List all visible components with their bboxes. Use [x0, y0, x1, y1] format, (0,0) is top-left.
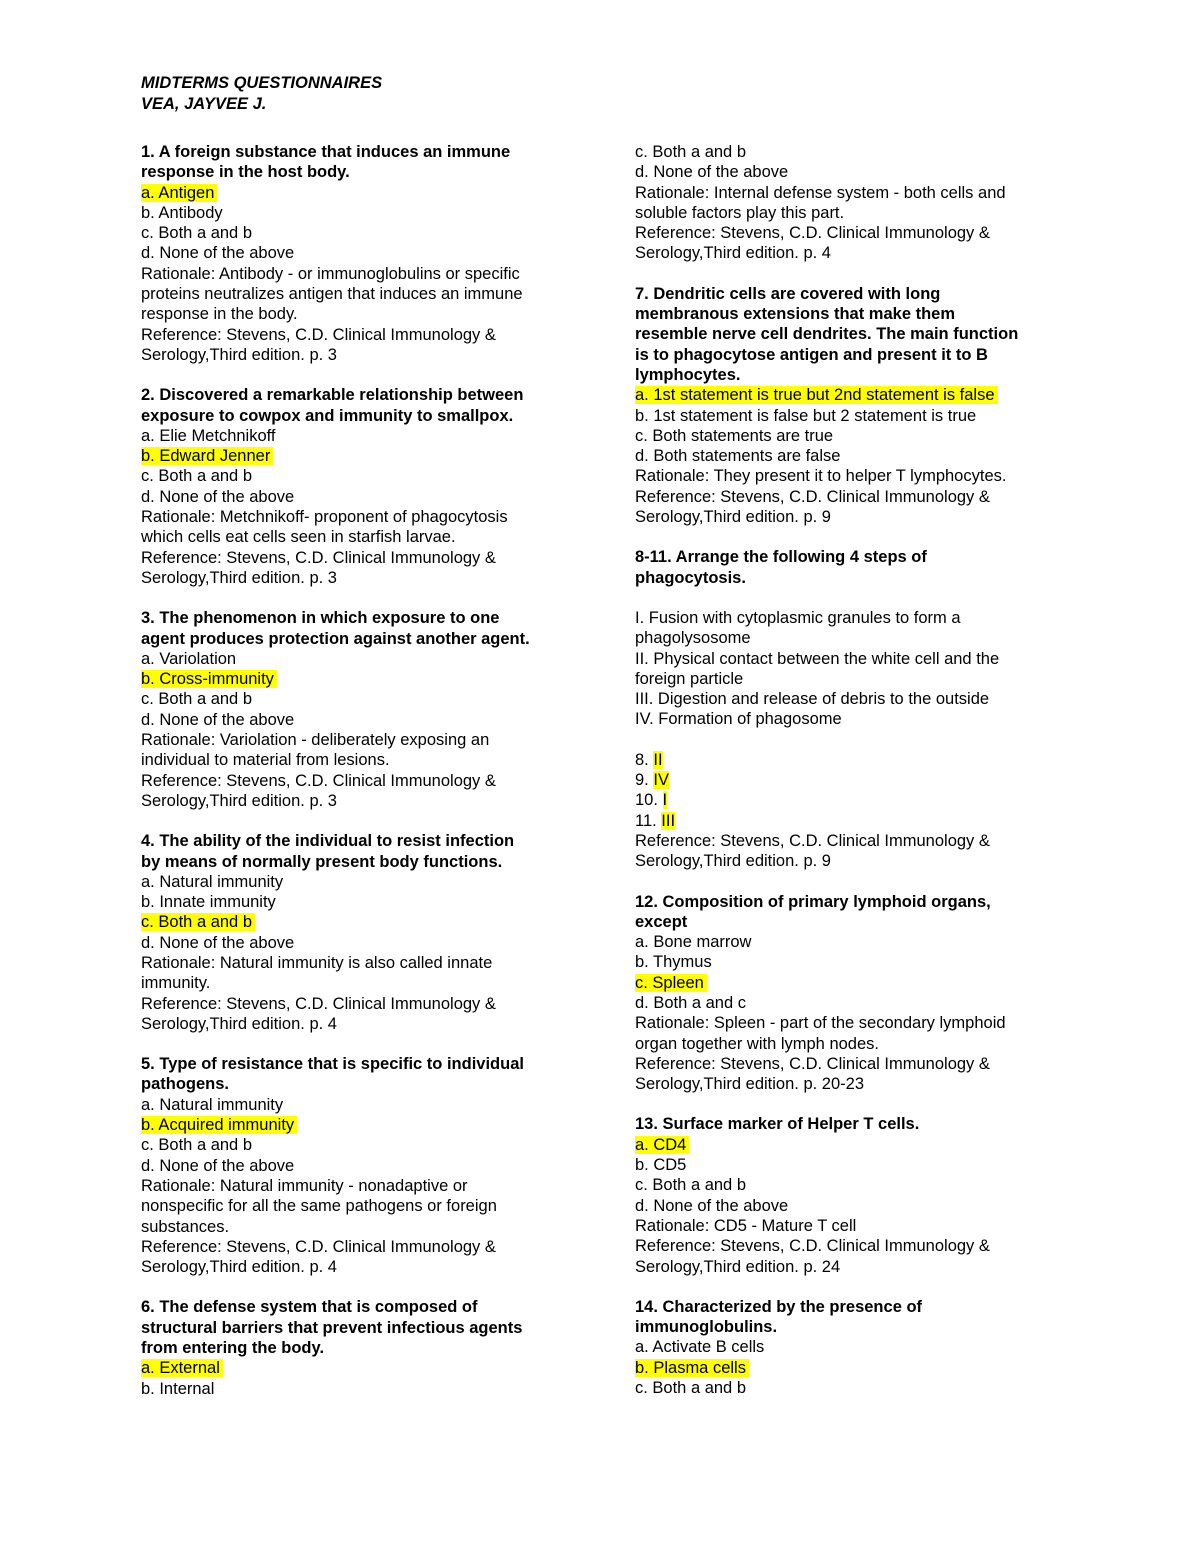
reference-text: Reference: Stevens, C.D. Clinical Immunology & — [141, 548, 496, 567]
question-block — [141, 608, 571, 811]
rationale-text: Rationale: CD5 - Mature T cell — [635, 1216, 857, 1235]
reference-text: Serology,Third edition. p. 3 — [141, 345, 337, 364]
reference-text: Serology,Third edition. p. 4 — [141, 1014, 337, 1033]
question-block — [635, 284, 1060, 528]
spacer — [635, 588, 1060, 608]
reference-text: Reference: Stevens, C.D. Clinical Immunology & — [635, 831, 990, 850]
answer-option-correct: c. Both a and b — [141, 912, 571, 932]
reference-text: Serology,Third edition. p. 4 — [141, 1258, 337, 1277]
answer-option: b. Internal — [141, 1379, 215, 1398]
question-block — [141, 1297, 571, 1398]
reference-text: Reference: Stevens, C.D. Clinical Immunology & — [141, 325, 496, 344]
sequence-value: II — [653, 750, 663, 769]
question-text: except — [635, 912, 688, 931]
rationale-text: Rationale: Spleen - part of the secondary lymphoid — [635, 1014, 1006, 1033]
question-text: phagocytosis. — [635, 568, 746, 587]
answer-option: d. None of the above — [141, 244, 295, 263]
answer-option-correct: a. External — [141, 1358, 571, 1378]
question-block — [141, 831, 571, 1034]
answer-option-correct: a. CD4 — [635, 1135, 1060, 1155]
rationale-text: Rationale: Natural immunity - nonadaptive or — [141, 1176, 468, 1195]
answer-option: b. 1st statement is false but 2 statement is true — [635, 406, 977, 425]
rationale-text: individual to material from lesions. — [141, 751, 390, 770]
right-column — [635, 142, 1060, 1418]
reference-text: Reference: Stevens, C.D. Clinical Immunology & — [635, 487, 990, 506]
answer-option: b. CD5 — [635, 1156, 687, 1175]
sequence-number: 8. — [635, 750, 654, 769]
question-text: 6. The defense system that is composed of — [141, 1298, 478, 1317]
answer-option-correct: c. Spleen — [635, 973, 1060, 993]
answer-option-correct: b. Acquired immunity — [141, 1115, 571, 1135]
sequence-number: 11. — [635, 811, 662, 830]
answer-option: c. Both a and b — [635, 143, 746, 161]
question-block — [141, 142, 571, 365]
question-text: 4. The ability of the individual to resist infection — [141, 832, 515, 851]
sequence-value: IV — [653, 771, 669, 790]
phagocytosis-step: III. Digestion and release of debris to the outside — [635, 690, 990, 709]
answer-option-correct: b. Plasma cells — [635, 1358, 1060, 1378]
rationale-text: organ together with lymph nodes. — [635, 1034, 879, 1053]
question-block — [635, 142, 1060, 264]
rationale-text: Rationale: Internal defense system - both cells and — [635, 183, 1006, 202]
reference-text: Serology,Third edition. p. 3 — [141, 791, 337, 810]
reference-text: Reference: Stevens, C.D. Clinical Immunology & — [141, 1237, 496, 1256]
answer-option-correct: b. Cross-immunity — [141, 669, 571, 689]
reference-text: Reference: Stevens, C.D. Clinical Immunology & — [635, 1054, 990, 1073]
spacer — [635, 730, 1060, 750]
reference-text: Serology,Third edition. p. 4 — [635, 244, 831, 263]
phagocytosis-step: I. Fusion with cytoplasmic granules to form a — [635, 608, 961, 627]
question-text: 3. The phenomenon in which exposure to one — [141, 609, 500, 628]
answer-option: c. Both a and b — [141, 224, 252, 243]
phagocytosis-step: phagolysosome — [635, 629, 751, 648]
question-text: 12. Composition of primary lymphoid organs, — [635, 892, 991, 911]
question-text: immunoglobulins. — [635, 1318, 778, 1337]
rationale-text: proteins neutralizes antigen that induces an immune — [141, 285, 523, 304]
answer-option: d. None of the above — [635, 1196, 789, 1215]
question-text: exposure to cowpox and immunity to smallpox. — [141, 406, 514, 425]
rationale-text: soluble factors play this part. — [635, 203, 845, 222]
answer-option: a. Bone marrow — [635, 933, 752, 952]
question-text: membranous extensions that make them — [635, 305, 956, 324]
answer-option: a. Natural immunity — [141, 872, 284, 891]
question-text: agent produces protection against another agent. — [141, 629, 530, 648]
rationale-text: Rationale: They present it to helper T lymphocytes. — [635, 467, 1007, 486]
answer-option: c. Both statements are true — [635, 426, 834, 445]
sequence-number: 9. — [635, 771, 654, 790]
rationale-text: nonspecific for all the same pathogens or foreign — [141, 1197, 497, 1216]
phagocytosis-step: IV. Formation of phagosome — [635, 710, 842, 729]
question-text: resemble nerve cell dendrites. The main function — [635, 325, 1019, 344]
answer-option: a. Activate B cells — [635, 1338, 765, 1357]
question-text: 1. A foreign substance that induces an immune — [141, 143, 511, 161]
question-text: 2. Discovered a remarkable relationship between — [141, 386, 524, 405]
question-block — [635, 1297, 1060, 1398]
question-text: from entering the body. — [141, 1339, 325, 1358]
reference-text: Serology,Third edition. p. 9 — [635, 508, 831, 527]
document-title: MIDTERMS QUESTIONNAIRES — [141, 74, 383, 92]
rationale-text: Rationale: Natural immunity is also called innate — [141, 953, 493, 972]
answer-option: c. Both a and b — [141, 1136, 252, 1155]
question-text: pathogens. — [141, 1075, 230, 1094]
answer-option: b. Innate immunity — [141, 893, 276, 912]
answer-option: d. Both statements are false — [635, 447, 841, 466]
rationale-text: Rationale: Metchnikoff- proponent of phagocytosis — [141, 508, 508, 527]
answer-option: d. None of the above — [141, 487, 295, 506]
answer-option: c. Both a and b — [635, 1176, 746, 1195]
question-block — [141, 1054, 571, 1277]
question-text: 5. Type of resistance that is specific to individual — [141, 1055, 524, 1074]
document-header — [141, 73, 382, 114]
question-text: 7. Dendritic cells are covered with long — [635, 284, 941, 303]
answer-option: a. Natural immunity — [141, 1095, 284, 1114]
reference-text: Serology,Third edition. p. 3 — [141, 568, 337, 587]
sequence-value: I — [662, 791, 668, 810]
reference-text: Reference: Stevens, C.D. Clinical Immunology & — [141, 771, 496, 790]
sequence-answer — [635, 790, 1060, 810]
document-author: VEA, JAYVEE J. — [141, 94, 267, 113]
question-text: 14. Characterized by the presence of — [635, 1297, 923, 1316]
answer-option: a. Variolation — [141, 649, 237, 668]
reference-text: Serology,Third edition. p. 9 — [635, 852, 831, 871]
sequence-number: 10. — [635, 791, 663, 810]
question-text: 8-11. Arrange the following 4 steps of — [635, 548, 927, 567]
rationale-text: which cells eat cells seen in starfish larvae. — [141, 528, 456, 547]
question-text: 13. Surface marker of Helper T cells. — [635, 1115, 920, 1134]
answer-option-correct: b. Edward Jenner — [141, 446, 571, 466]
question-text: is to phagocytose antigen and present it to B — [635, 345, 988, 364]
phagocytosis-step: foreign particle — [635, 669, 744, 688]
reference-text: Serology,Third edition. p. 24 — [635, 1257, 841, 1276]
rationale-text: Rationale: Antibody - or immunoglobulins or specific — [141, 264, 520, 283]
phagocytosis-step: II. Physical contact between the white cell and the — [635, 649, 1000, 668]
sequence-answer — [635, 811, 1060, 831]
rationale-text: Rationale: Variolation - deliberately exposing an — [141, 731, 490, 750]
answer-option: c. Both a and b — [635, 1379, 746, 1398]
reference-text: Reference: Stevens, C.D. Clinical Immunology & — [141, 994, 496, 1013]
answer-option: b. Thymus — [635, 953, 712, 972]
reference-text: Reference: Stevens, C.D. Clinical Immunology & — [635, 224, 990, 243]
answer-option: d. None of the above — [141, 710, 295, 729]
sequence-answer — [635, 770, 1060, 790]
answer-option: d. Both a and c — [635, 993, 746, 1012]
question-text: response in the host body. — [141, 163, 350, 182]
sequence-answer — [635, 750, 1060, 770]
reference-text: Reference: Stevens, C.D. Clinical Immunology & — [635, 1237, 990, 1256]
reference-text: Serology,Third edition. p. 20-23 — [635, 1075, 864, 1094]
rationale-text: substances. — [141, 1217, 230, 1236]
answer-option-correct: a. 1st statement is true but 2nd statement is false — [635, 385, 1060, 405]
question-text: structural barriers that prevent infectious agents — [141, 1318, 523, 1337]
question-block — [635, 1114, 1060, 1276]
rationale-text: immunity. — [141, 974, 211, 993]
question-block — [141, 385, 571, 588]
answer-option: d. None of the above — [141, 933, 295, 952]
left-column — [141, 142, 571, 1419]
question-text: lymphocytes. — [635, 365, 741, 384]
answer-option: b. Antibody — [141, 203, 223, 222]
question-block — [635, 892, 1060, 1095]
question-text: by means of normally present body functions. — [141, 852, 503, 871]
answer-option-correct: a. Antigen — [141, 183, 571, 203]
question-block-phagocytosis — [635, 547, 1060, 871]
answer-option: a. Elie Metchnikoff — [141, 426, 276, 445]
answer-option: c. Both a and b — [141, 690, 252, 709]
answer-option: d. None of the above — [141, 1156, 295, 1175]
rationale-text: response in the body. — [141, 305, 298, 324]
answer-option: c. Both a and b — [141, 467, 252, 486]
sequence-value: III — [661, 811, 676, 830]
answer-option: d. None of the above — [635, 163, 789, 182]
